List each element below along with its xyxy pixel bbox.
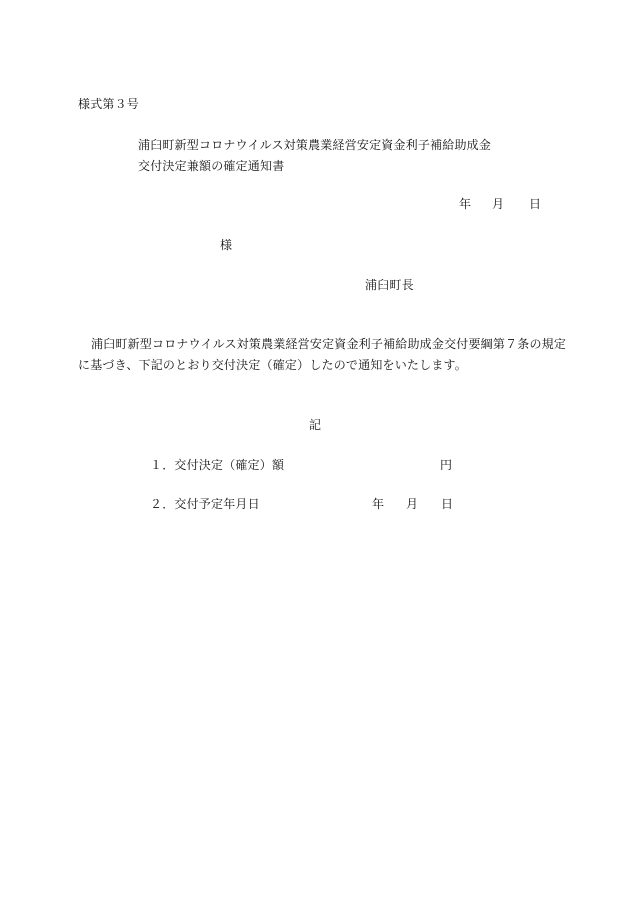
item-grant-amount-unit: 円 bbox=[440, 458, 453, 472]
item-grant-amount-label: １．交付決定（確定）額 bbox=[150, 458, 285, 472]
addressee-honorific: 様 bbox=[220, 238, 233, 252]
document-title-line-2: 交付決定兼額の確定通知書 bbox=[138, 159, 285, 173]
issuer-name: 浦臼町長 bbox=[365, 278, 414, 292]
item-payment-date-day-label: 日 bbox=[441, 497, 454, 511]
issue-date-month-label: 月 bbox=[492, 197, 505, 211]
item-payment-date-label: ２．交付予定年月日 bbox=[150, 497, 260, 511]
body-text-line-1: 浦臼町新型コロナウイルス対策農業経営安定資金利子補給助成金交付要綱第７条の規定 bbox=[91, 337, 567, 351]
note-heading: 記 bbox=[309, 418, 322, 432]
issue-date-day-label: 日 bbox=[529, 197, 542, 211]
item-payment-date-month-label: 月 bbox=[406, 497, 419, 511]
item-payment-date-year-label: 年 bbox=[372, 497, 385, 511]
form-number: 様式第３号 bbox=[78, 97, 140, 111]
body-text-line-2: に基づき、下記のとおり交付決定（確定）したので通知をいたします。 bbox=[78, 358, 467, 372]
document-title-line-1: 浦臼町新型コロナウイルス対策農業経営安定資金利子補給助成金 bbox=[138, 138, 492, 152]
issue-date-year-label: 年 bbox=[459, 197, 472, 211]
